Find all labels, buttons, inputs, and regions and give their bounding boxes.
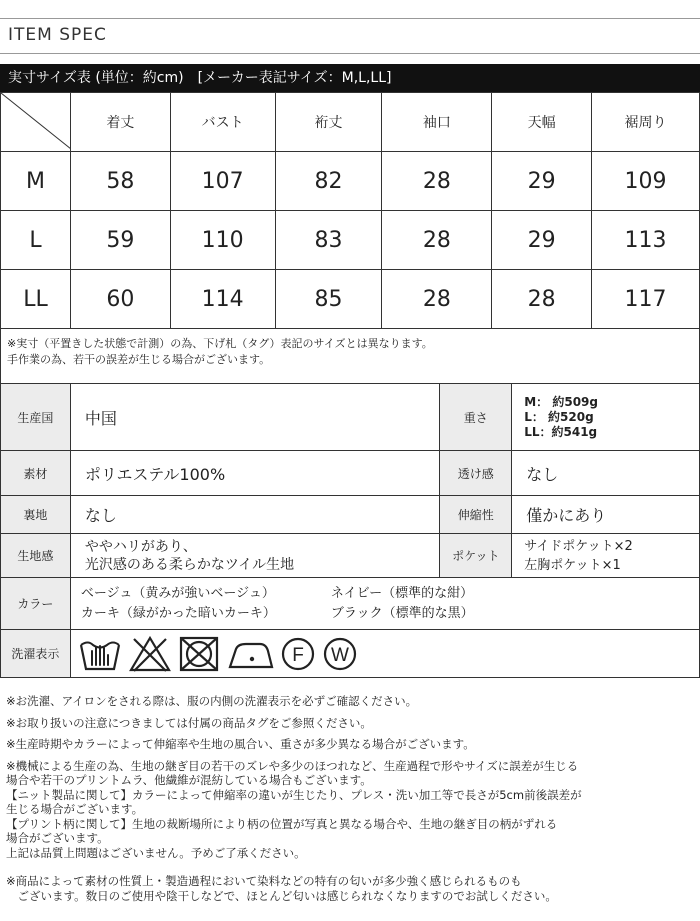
col-header-length: 着丈 [70,93,170,152]
sheer-value: なし [512,451,700,496]
size-value: 110 [170,211,275,270]
spec-row-color [1,578,700,630]
size-table-header-row [1,93,700,152]
pocket-label: ポケット [440,534,512,578]
spec-row-origin [1,384,700,451]
notes-section [6,694,696,903]
col-header-sleeve-length: 裄丈 [275,93,382,152]
color-black: ブラック（標準的な黒） [330,605,474,621]
hand-wash-icon [78,635,122,673]
note-line: 生じる場合がございます。 [6,802,144,816]
wet-clean-w-icon [322,635,358,673]
size-value: 114 [170,270,275,329]
size-value: 58 [70,152,170,211]
size-value: 117 [592,270,700,329]
size-value: 29 [492,211,592,270]
size-value: 109 [592,152,700,211]
size-value: 107 [170,152,275,211]
size-row-l [1,211,700,270]
color-khaki: カーキ（緑がかった暗いカーキ） [80,605,276,621]
no-bleach-icon [128,635,172,673]
size-value: 60 [70,270,170,329]
size-value: 113 [592,211,700,270]
size-table [0,92,700,329]
col-header-hem: 裾周り [592,93,700,152]
note-line: 場合や若干のプリントムラ、他繊維が混紡している場合もございます。 [6,773,372,787]
note-line: ※お取り扱いの注意につきましては付属の商品タグをご参照ください。 [6,715,372,730]
note-line: ※お洗濯、アイロンをされる際は、服の内側の洗濯表示を必ずご確認ください。 [6,694,418,708]
col-header-cuff: 袖口 [382,93,492,152]
size-row-ll [1,270,700,329]
texture-label: 生地感 [1,534,71,578]
diagonal-line [1,93,71,149]
item-spec-title-bar [0,18,700,54]
note-line: 【ニット製品に関して】カラーによって伸縮率の違いが生じたり、プレス・洗い加工等で長さが5cm前後誤差が [6,787,582,802]
sheer-label: 透け感 [440,451,512,496]
note-line: ※機械による生産の為、生地の継ぎ目の若干のズレや多少のほつれなど、生産過程で形やサイズに誤差が生じる [6,758,579,773]
col-header-bust: バスト [170,93,275,152]
origin-value: 中国 [70,384,439,451]
size-value: 28 [382,211,492,270]
dry-clean-f-icon [280,635,316,673]
wet-clean-w-letter: W [330,644,349,666]
spec-row-material [1,451,700,496]
weight-l: L： 約520g [524,409,594,424]
note-line: ございます。数日のご使用や陰干しなどで、ほとんど匂いは感じられなくなりますのでお試しください。 [6,888,557,903]
lining-label: 裏地 [1,496,71,534]
size-value: 28 [492,270,592,329]
size-value: 85 [275,270,382,329]
size-table-header: 実寸サイズ表 (単位：約cm) [メーカー表記サイズ：M,L,LL] [0,64,700,92]
size-value: 28 [382,270,492,329]
texture-line: ややハリがあり、 [84,538,197,555]
color-values [70,578,699,630]
item-spec-title: ITEM SPEC [8,25,107,45]
size-value: 28 [382,152,492,211]
weight-label: 重さ [440,384,512,451]
lining-value: なし [70,496,439,534]
note-line: 【プリント柄に関して】生地の裁断場所により柄の位置が写真と異なる場合や、生地の継ぎ目の柄がずれる [6,816,558,831]
color-line [81,584,698,604]
stretch-label: 伸縮性 [440,496,512,534]
size-label: M [1,152,71,211]
pocket-line: 左胸ポケット×1 [524,557,621,573]
weight-values [512,384,700,451]
spec-row-texture [1,534,700,578]
iron-low-icon [226,635,274,673]
color-line [81,604,698,624]
note-line: 上記は品質上問題はございません。予めご了承ください。 [6,845,306,860]
dry-clean-f-letter: F [292,644,304,666]
size-value: 59 [70,211,170,270]
size-value: 83 [275,211,382,270]
size-value: 29 [492,152,592,211]
size-note-line: ※実寸（平置きした状態で計測）の為、下げ札（タグ）表記のサイズとは異なります。 [7,337,433,350]
color-beige: ベージュ（黄みが強いベージュ） [80,585,275,601]
material-label: 素材 [1,451,71,496]
weight-ll: LL：約541g [524,424,598,439]
pocket-value [512,534,700,578]
note-line: 場合がございます。 [6,831,109,845]
color-navy: ネイビー（標準的な紺） [330,585,474,601]
no-tumble-dry-icon [178,635,220,673]
stretch-value: 僅かにあり [512,496,700,534]
texture-line: 光沢感のある柔らかなツイル生地 [84,556,295,573]
spec-row-care [1,630,700,678]
color-label: カラー [1,578,71,630]
care-label: 洗濯表示 [1,630,71,678]
size-note-line: 手作業の為、若干の誤差が生じる場合がございます。 [7,353,271,366]
note-line: ※生産時期やカラーによって伸縮率や生地の風合い、重さが多少異なる場合がございます。 [6,737,475,751]
spec-table [0,383,700,678]
origin-label: 生産国 [1,384,71,451]
size-value: 82 [275,152,382,211]
care-symbols [70,630,699,678]
size-row-m [1,152,700,211]
col-header-neck-width: 天幅 [492,93,592,152]
material-value: ポリエステル100% [70,451,439,496]
pocket-line: サイドポケット×2 [524,538,633,554]
size-label: LL [1,270,71,329]
size-label: L [1,211,71,270]
weight-m: M： 約509g [524,394,598,409]
texture-value [70,534,439,578]
note-line: ※商品によって素材の性質上・製造過程において染料などの特有の匂いが多少強く感じられるものも [6,874,522,888]
size-note [0,327,700,384]
diagonal-corner-cell [1,93,71,152]
spec-row-lining [1,496,700,534]
